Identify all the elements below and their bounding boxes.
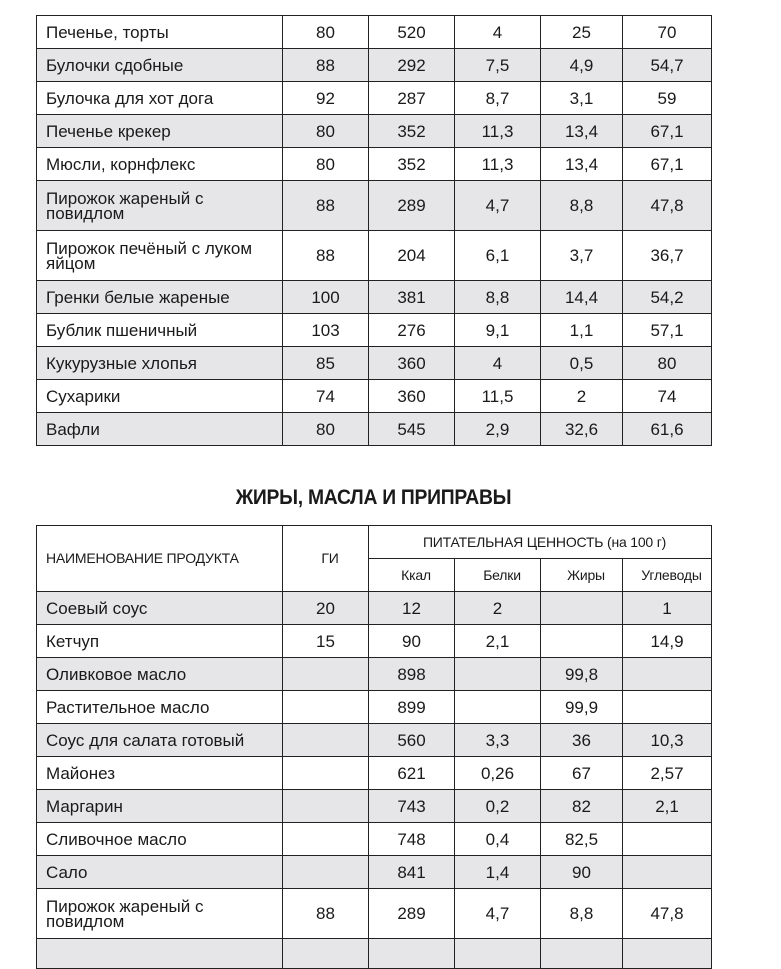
empty-cell: [541, 939, 623, 969]
kcal-value: 381: [369, 281, 455, 314]
table-row: [37, 889, 712, 939]
table-row: [37, 790, 712, 823]
kcal-value: 289: [369, 181, 455, 231]
protein-value: 3,3: [455, 724, 541, 757]
carbs-value: 70: [623, 16, 712, 49]
product-name: Сало: [37, 856, 283, 889]
kcal-value: 360: [369, 380, 455, 413]
kcal-value: 352: [369, 148, 455, 181]
protein-value: 2: [455, 592, 541, 625]
carbs-value: 47,8: [623, 889, 712, 939]
gi-value: 88: [283, 49, 369, 82]
protein-value: 4,7: [455, 889, 541, 939]
product-name: Кетчуп: [37, 625, 283, 658]
fat-value: [541, 592, 623, 625]
protein-value: [455, 658, 541, 691]
carbs-value: 61,6: [623, 413, 712, 446]
product-name: Вафли: [37, 413, 283, 446]
kcal-value: 520: [369, 16, 455, 49]
kcal-value: 289: [369, 889, 455, 939]
fat-value: 8,8: [541, 889, 623, 939]
fat-value: 99,8: [541, 658, 623, 691]
table-row: [37, 314, 712, 347]
table-row: [37, 625, 712, 658]
product-name: Сливочное масло: [37, 823, 283, 856]
protein-value: 6,1: [455, 231, 541, 281]
table-row: [37, 724, 712, 757]
empty-cell: [369, 939, 455, 969]
table-row: [37, 592, 712, 625]
fat-value: 3,1: [541, 82, 623, 115]
product-name: Кукурузные хлопья: [37, 347, 283, 380]
protein-value: 0,4: [455, 823, 541, 856]
gi-value: [283, 691, 369, 724]
kcal-value: 841: [369, 856, 455, 889]
table-row: [37, 231, 712, 281]
table-row: [37, 658, 712, 691]
carbs-value: 67,1: [623, 115, 712, 148]
carbs-value: 57,1: [623, 314, 712, 347]
carbs-value: [623, 823, 712, 856]
empty-cell: [283, 939, 369, 969]
product-name: Соус для салата готовый: [37, 724, 283, 757]
header-product-name: НАИМЕНОВАНИЕ ПРОДУКТА: [37, 526, 283, 592]
product-name: Майонез: [37, 757, 283, 790]
product-name: Бублик пшеничный: [37, 314, 283, 347]
header-row: [37, 526, 712, 559]
fat-value: 99,9: [541, 691, 623, 724]
gi-value: [283, 724, 369, 757]
kcal-value: 12: [369, 592, 455, 625]
carbs-value: 54,2: [623, 281, 712, 314]
empty-cell: [623, 939, 712, 969]
carbs-value: 47,8: [623, 181, 712, 231]
gi-value: 80: [283, 148, 369, 181]
carbs-value: 14,9: [623, 625, 712, 658]
gi-value: 88: [283, 231, 369, 281]
gi-value: [283, 823, 369, 856]
table-row: [37, 16, 712, 49]
header-protein: Белки: [455, 559, 541, 592]
bread-products-table: [36, 15, 712, 446]
protein-value: 8,8: [455, 281, 541, 314]
fat-value: 25: [541, 16, 623, 49]
carbs-value: 80: [623, 347, 712, 380]
gi-value: [283, 757, 369, 790]
kcal-value: 748: [369, 823, 455, 856]
product-name: Маргарин: [37, 790, 283, 823]
gi-value: [283, 790, 369, 823]
fat-value: 8,8: [541, 181, 623, 231]
fat-value: 2: [541, 380, 623, 413]
protein-value: 11,3: [455, 115, 541, 148]
fat-value: 13,4: [541, 115, 623, 148]
carbs-value: [623, 691, 712, 724]
carbs-value: 2,57: [623, 757, 712, 790]
gi-value: 103: [283, 314, 369, 347]
product-name: Растительное масло: [37, 691, 283, 724]
protein-value: 11,3: [455, 148, 541, 181]
bottom-table-body: [37, 592, 712, 969]
product-name: Печенье, торты: [37, 16, 283, 49]
protein-value: 4: [455, 347, 541, 380]
fat-value: 4,9: [541, 49, 623, 82]
header-fat: Жиры: [541, 559, 623, 592]
top-table-body: [37, 16, 712, 446]
table-row: [37, 181, 712, 231]
kcal-value: 360: [369, 347, 455, 380]
gi-value: 15: [283, 625, 369, 658]
fat-value: 14,4: [541, 281, 623, 314]
header-kcal: Ккал: [369, 559, 455, 592]
kcal-value: 352: [369, 115, 455, 148]
fat-value: 32,6: [541, 413, 623, 446]
product-name: Булочки сдобные: [37, 49, 283, 82]
protein-value: 2,9: [455, 413, 541, 446]
kcal-value: 560: [369, 724, 455, 757]
product-name: Булочка для хот дога: [37, 82, 283, 115]
empty-cell: [37, 939, 283, 969]
table-row: [37, 281, 712, 314]
gi-value: [283, 856, 369, 889]
fat-value: 82: [541, 790, 623, 823]
product-name: Оливковое масло: [37, 658, 283, 691]
fat-value: [541, 625, 623, 658]
kcal-value: 276: [369, 314, 455, 347]
kcal-value: 621: [369, 757, 455, 790]
carbs-value: 2,1: [623, 790, 712, 823]
carbs-value: 1: [623, 592, 712, 625]
gi-value: 88: [283, 889, 369, 939]
fat-value: 82,5: [541, 823, 623, 856]
table-row: [37, 148, 712, 181]
table-row: [37, 413, 712, 446]
table-row: [37, 380, 712, 413]
header-carbs: Углеводы: [623, 559, 712, 592]
gi-value: 74: [283, 380, 369, 413]
empty-cell: [455, 939, 541, 969]
table-row: [37, 82, 712, 115]
fat-value: 67: [541, 757, 623, 790]
product-name: Пирожок жареный с повидлом: [37, 181, 283, 231]
fat-value: 0,5: [541, 347, 623, 380]
protein-value: 7,5: [455, 49, 541, 82]
protein-value: [455, 691, 541, 724]
fats-oils-table: [36, 525, 712, 969]
carbs-value: [623, 658, 712, 691]
kcal-value: 287: [369, 82, 455, 115]
gi-value: 80: [283, 16, 369, 49]
gi-value: 100: [283, 281, 369, 314]
table-row: [37, 823, 712, 856]
protein-value: 11,5: [455, 380, 541, 413]
carbs-value: 10,3: [623, 724, 712, 757]
fat-value: 3,7: [541, 231, 623, 281]
product-name: Печенье крекер: [37, 115, 283, 148]
carbs-value: 74: [623, 380, 712, 413]
protein-value: 9,1: [455, 314, 541, 347]
kcal-value: 743: [369, 790, 455, 823]
kcal-value: 899: [369, 691, 455, 724]
table-row: [37, 49, 712, 82]
protein-value: 2,1: [455, 625, 541, 658]
gi-value: 92: [283, 82, 369, 115]
protein-value: 8,7: [455, 82, 541, 115]
carbs-value: 67,1: [623, 148, 712, 181]
protein-value: 0,26: [455, 757, 541, 790]
carbs-value: 54,7: [623, 49, 712, 82]
product-name: Мюсли, корнфлекс: [37, 148, 283, 181]
gi-value: 80: [283, 115, 369, 148]
fat-value: 36: [541, 724, 623, 757]
table-row: [37, 757, 712, 790]
product-name: Пирожок печёный с луком яйцом: [37, 231, 283, 281]
gi-value: 80: [283, 413, 369, 446]
section-title: ЖИРЫ, МАСЛА И ПРИПРАВЫ: [235, 486, 512, 509]
product-name: Соевый соус: [37, 592, 283, 625]
table-row-empty: [37, 939, 712, 969]
table-row: [37, 347, 712, 380]
carbs-value: 59: [623, 82, 712, 115]
carbs-value: 36,7: [623, 231, 712, 281]
kcal-value: 292: [369, 49, 455, 82]
protein-value: 0,2: [455, 790, 541, 823]
carbs-value: [623, 856, 712, 889]
header-nutrition-group: ПИТАТЕЛЬНАЯ ЦЕННОСТЬ (на 100 г): [369, 526, 712, 559]
fat-value: 13,4: [541, 148, 623, 181]
gi-value: 85: [283, 347, 369, 380]
gi-value: 88: [283, 181, 369, 231]
table-row: [37, 856, 712, 889]
product-name: Сухарики: [37, 380, 283, 413]
kcal-value: 204: [369, 231, 455, 281]
fat-value: 1,1: [541, 314, 623, 347]
header-gi: ГИ: [283, 526, 369, 592]
table-row: [37, 115, 712, 148]
kcal-value: 545: [369, 413, 455, 446]
product-name: Пирожок жареный с повидлом: [37, 889, 283, 939]
product-name: Гренки белые жареные: [37, 281, 283, 314]
gi-value: [283, 658, 369, 691]
kcal-value: 90: [369, 625, 455, 658]
fat-value: 90: [541, 856, 623, 889]
protein-value: 1,4: [455, 856, 541, 889]
protein-value: 4,7: [455, 181, 541, 231]
protein-value: 4: [455, 16, 541, 49]
kcal-value: 898: [369, 658, 455, 691]
table-row: [37, 691, 712, 724]
gi-value: 20: [283, 592, 369, 625]
table-header: [37, 526, 712, 592]
